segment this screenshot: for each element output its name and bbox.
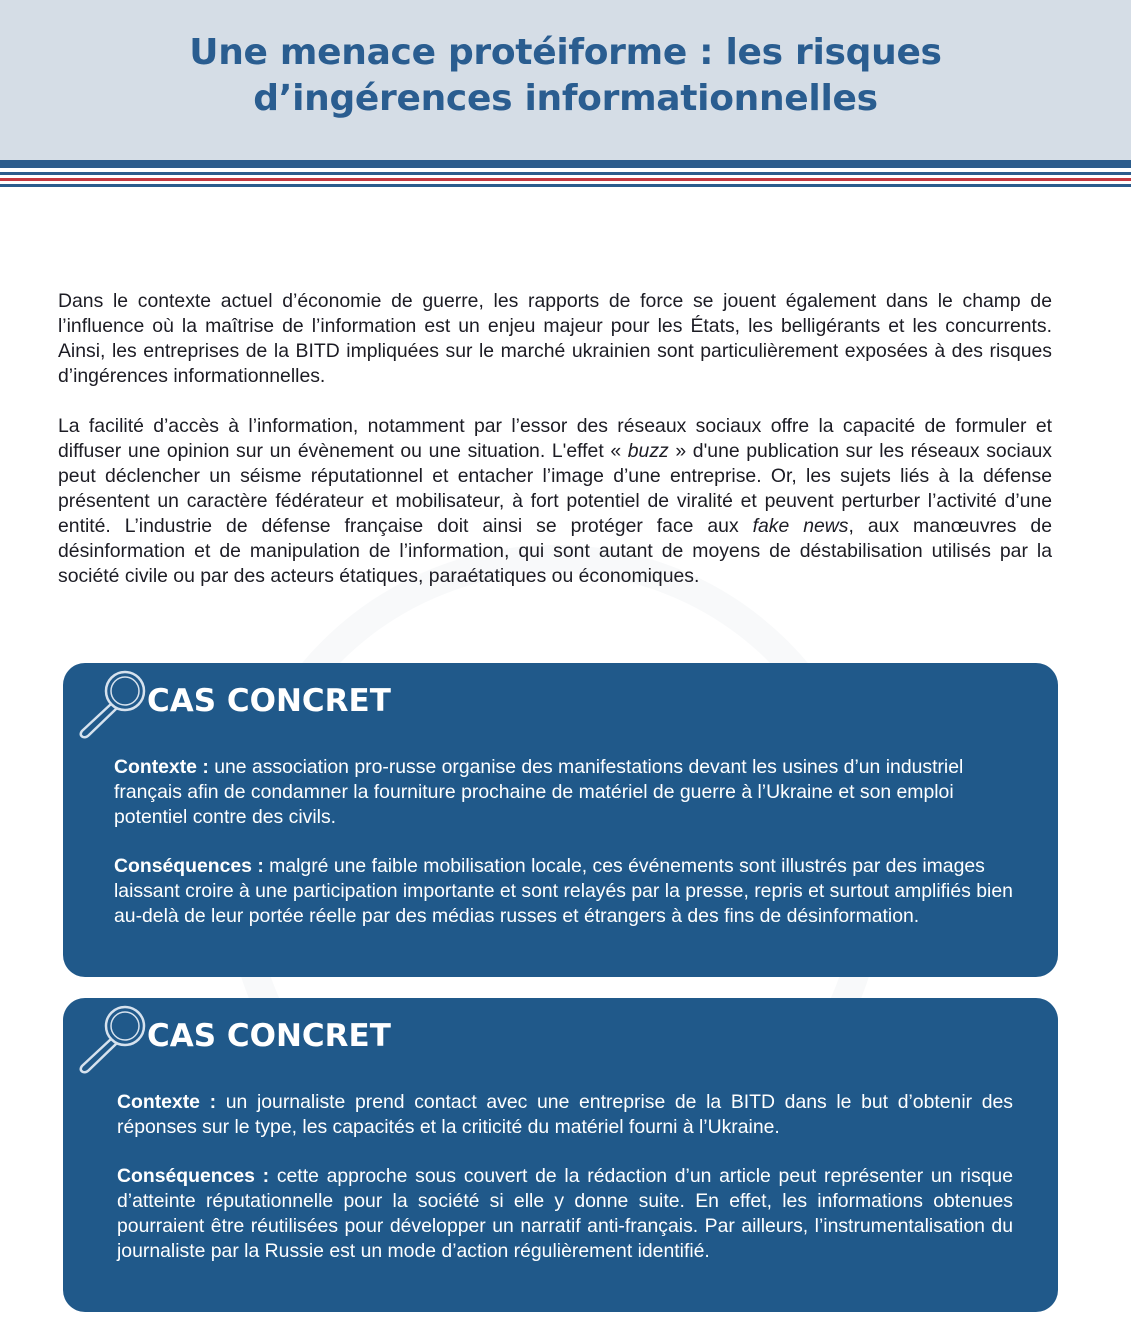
case-consequences [117,1164,1013,1264]
context-label: Contexte : [117,1091,217,1113]
header-stripe-blue-thin [0,172,1131,175]
header-banner [0,0,1131,160]
intro-paragraph-1: Dans le contexte actuel d’économie de guerre, les rapports de force se jouent également dans le champ de l’influence où la maîtrise de l’information est un enjeu majeur pour les États, les belligérants et les concurrents. Ainsi, les entreprises de la BITD impliquées sur le marché ukrainien sont particulièrement exposées à des risques d’ingérences informationnelles. [58,290,1052,387]
buzz-term: buzz [627,440,669,462]
page-title [0,30,1131,122]
case-box-2 [63,998,1058,1312]
case-consequences [114,854,1014,929]
context-label: Contexte : [114,756,209,778]
context-text: un journaliste prend contact avec une entreprise de la BITD dans le but d’obtenir des réponses sur le type, les capacités et la criticité du matériel fourni à l’Ukraine. [117,1091,1013,1138]
case-context [117,1090,1013,1140]
header-stripe-blue-thin-2 [0,184,1131,187]
intro-p2-part-a: La facilité d’accès à l’information, notamment par l’essor des réseaux sociaux offre la capacité de formuler et diffuser une opinion sur un évènement ou une situation. L'effet « [58,415,1052,462]
title-line-2: d’ingérences informationnelles [253,78,878,119]
fake-news-term: fake news [752,515,849,537]
case-box-1 [63,663,1058,977]
case-title: CAS CONCRET [147,683,391,719]
case-title: CAS CONCRET [147,1018,391,1054]
consequences-text: malgré une faible mobilisation locale, ces événements sont illustrés par des images laissant croire à une participation importante et sont relayés par la presse, repris et surtout amplifiés bien au-delà de leur portée réelle par des médias russes et étrangers à des fins de désinformation. [114,855,1013,927]
header-stripe-red [0,178,1131,181]
intro-p2-part-c: , aux manœuvres de désinformation et de manipulation de l’information, qui sont autant de moyens de déstabilisation utilisés par la société civile ou par des acteurs étatiques, paraétatiques ou économiques. [58,515,1052,587]
consequences-label: Conséquences : [114,855,264,877]
intro-p2-part-b: » d'une publication sur les réseaux sociaux peut déclencher un séisme réputationnel et entacher l’image d’une entreprise. Or, les sujets liés à la défense présentent un caractère fédérateur et mobilisateur, à fort potentiel de viralité et peuvent perturber l’activité d’une entité. L’industrie de défense française doit ainsi se protéger face aux [58,440,1052,537]
title-line-1: Une menace protéiforme : les risques [189,32,942,73]
context-text: une association pro-russe organise des manifestations devant les usines d’un industriel français afin de condamner la fourniture prochaine de matériel de guerre à l’Ukraine et son emploi potentiel contre des civils. [114,756,964,828]
consequences-text: cette approche sous couvert de la rédaction d’un article peut représenter un risque d’atteinte réputationnelle pour la société si elle y donne suite. En effet, les informations obtenues pourraient être réutilisées pour développer un narratif anti-français. Par ailleurs, l’instrumentalisation du journaliste par la Russie est un mode d’action régulièrement identifié. [117,1165,1013,1262]
magnifying-glass-icon [69,665,159,743]
magnifying-glass-icon [69,1000,159,1078]
header-stripe-blue [0,160,1131,168]
intro-paragraph-2 [58,414,1052,589]
consequences-label: Conséquences : [117,1165,270,1187]
case-context [114,755,1014,830]
